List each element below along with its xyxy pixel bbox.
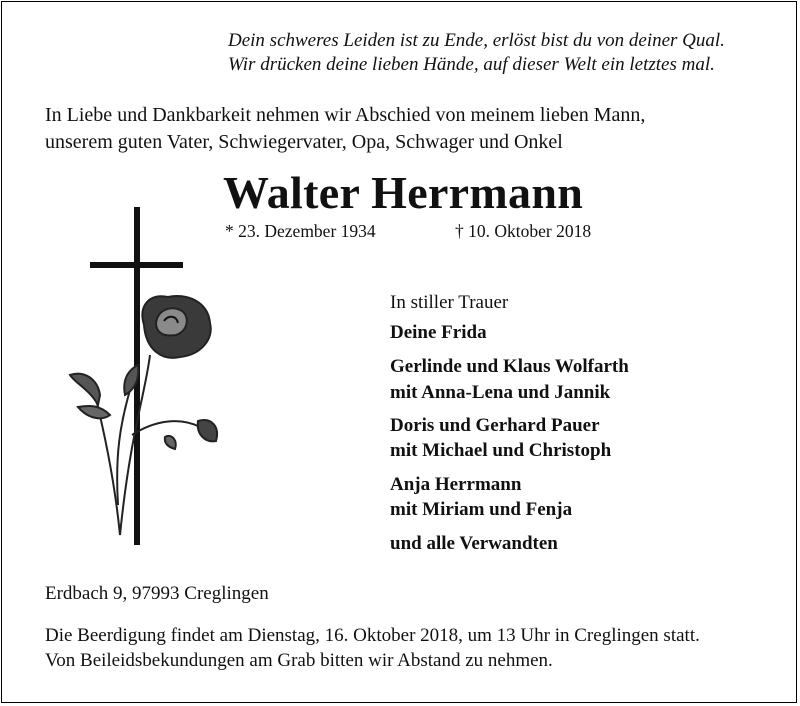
funeral-line-1: Die Beerdigung findet am Dienstag, 16. Oktober 2018, um 13 Uhr in Creglingen statt. (45, 625, 700, 646)
deceased-name: Walter Herrmann (223, 167, 584, 218)
mourner-line: Anja Herrmann (390, 474, 522, 495)
poem-line-1: Dein schweres Leiden ist zu Ende, erlöst bist du von deiner Qual. (228, 30, 725, 51)
mourner-line: Doris und Gerhard Pauer (390, 415, 600, 436)
funeral-line-2: Von Beileidsbekundungen am Grab bitten wir Abstand zu nehmen. (45, 650, 553, 671)
address: Erdbach 9, 97993 Creglingen (45, 583, 269, 604)
mourner-line: mit Michael und Christoph (390, 440, 612, 461)
mourner-line: mit Anna-Lena und Jannik (390, 382, 611, 403)
mourner-line: Gerlinde und Klaus Wolfarth (390, 356, 629, 377)
mourners-heading: In stiller Trauer (390, 292, 509, 313)
intro-line-2: unserem guten Vater, Schwiegervater, Opa, Schwager und Onkel (45, 131, 563, 153)
mourner-line: mit Miriam und Fenja (390, 499, 573, 520)
mourner-line: und alle Verwandten (390, 533, 558, 554)
death-date: † 10. Oktober 2018 (455, 221, 592, 241)
intro-line-1: In Liebe und Dankbarkeit nehmen wir Abschied von meinem lieben Mann, (45, 104, 646, 126)
birth-date: * 23. Dezember 1934 (225, 221, 376, 241)
cross-rose-artwork (60, 205, 230, 550)
rose-icon (70, 296, 217, 535)
mourner-line: Deine Frida (390, 322, 487, 343)
poem-line-2: Wir drücken deine lieben Hände, auf dieser Welt ein letztes mal. (228, 54, 715, 75)
